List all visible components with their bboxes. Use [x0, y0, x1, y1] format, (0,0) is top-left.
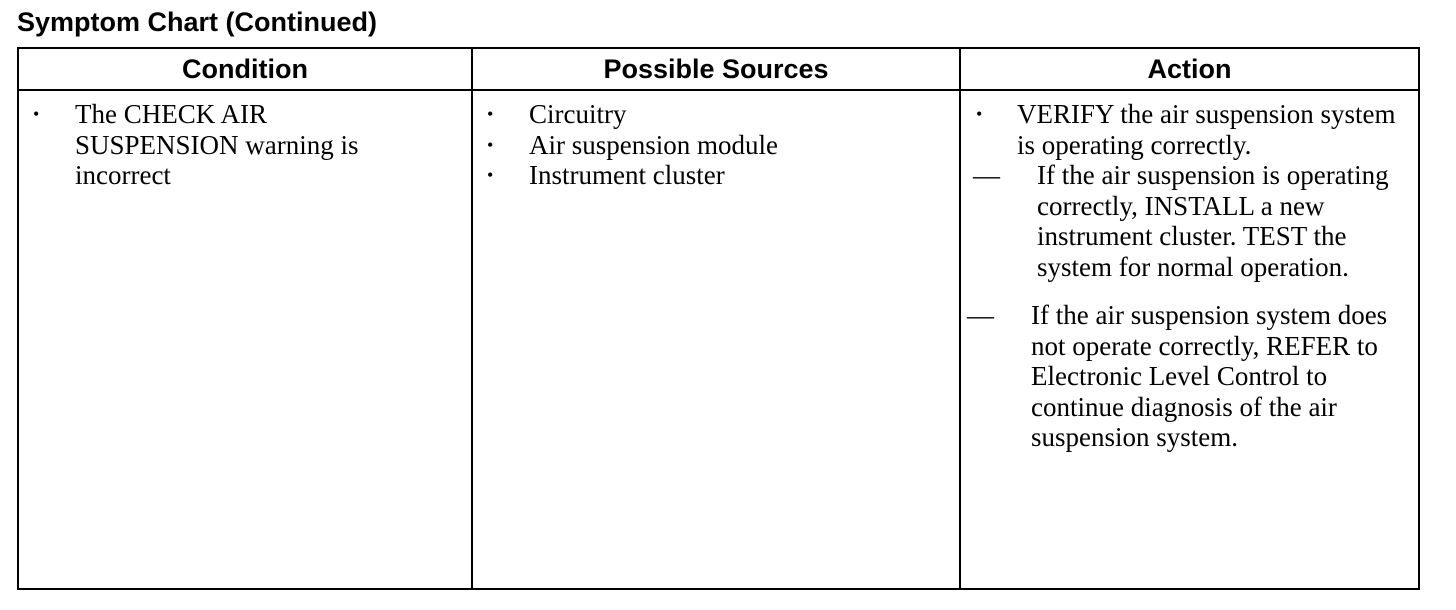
sources-list — [473, 99, 959, 191]
dash-icon: — — [967, 300, 994, 330]
source-text: Air suspension module — [529, 129, 778, 160]
header-row — [18, 48, 1419, 90]
page-title: Symptom Chart (Continued) — [17, 7, 377, 37]
bullet-icon: • — [976, 104, 983, 124]
action-cell — [960, 90, 1419, 589]
action-sub-item — [961, 300, 1418, 453]
list-item — [473, 99, 959, 130]
action-main-text: VERIFY the air suspension system is operating correctly. — [1017, 99, 1396, 160]
header-possible-sources: Possible Sources — [472, 48, 960, 90]
condition-text: The CHECK AIR SUSPENSION warning is incorrect — [75, 99, 359, 190]
source-text: Instrument cluster — [529, 160, 725, 190]
action-sub-text: If the air suspension system does not operate correctly, REFER to Electronic Level Control to continue diagnosis of the air suspension system. — [1031, 300, 1388, 452]
sources-cell — [472, 90, 960, 589]
action-sub-item — [961, 160, 1418, 282]
list-item — [961, 99, 1418, 160]
list-item — [473, 160, 959, 191]
bullet-icon: • — [33, 104, 40, 124]
table-row — [18, 90, 1419, 589]
bullet-icon: • — [487, 165, 494, 185]
action-list — [961, 99, 1418, 160]
symptom-chart-table — [17, 47, 1420, 590]
dash-icon: — — [973, 160, 1000, 190]
bullet-icon: • — [487, 104, 494, 124]
action-sub-text: If the air suspension is operating correctly, INSTALL a new instrument cluster. TEST the system for normal operation. — [1037, 160, 1389, 282]
list-item — [473, 130, 959, 161]
condition-list — [19, 99, 471, 191]
list-item — [19, 99, 471, 191]
condition-cell — [18, 90, 472, 589]
source-text: Circuitry — [529, 99, 627, 129]
header-condition: Condition — [18, 48, 472, 90]
header-action: Action — [960, 48, 1419, 90]
bullet-icon: • — [487, 134, 494, 155]
